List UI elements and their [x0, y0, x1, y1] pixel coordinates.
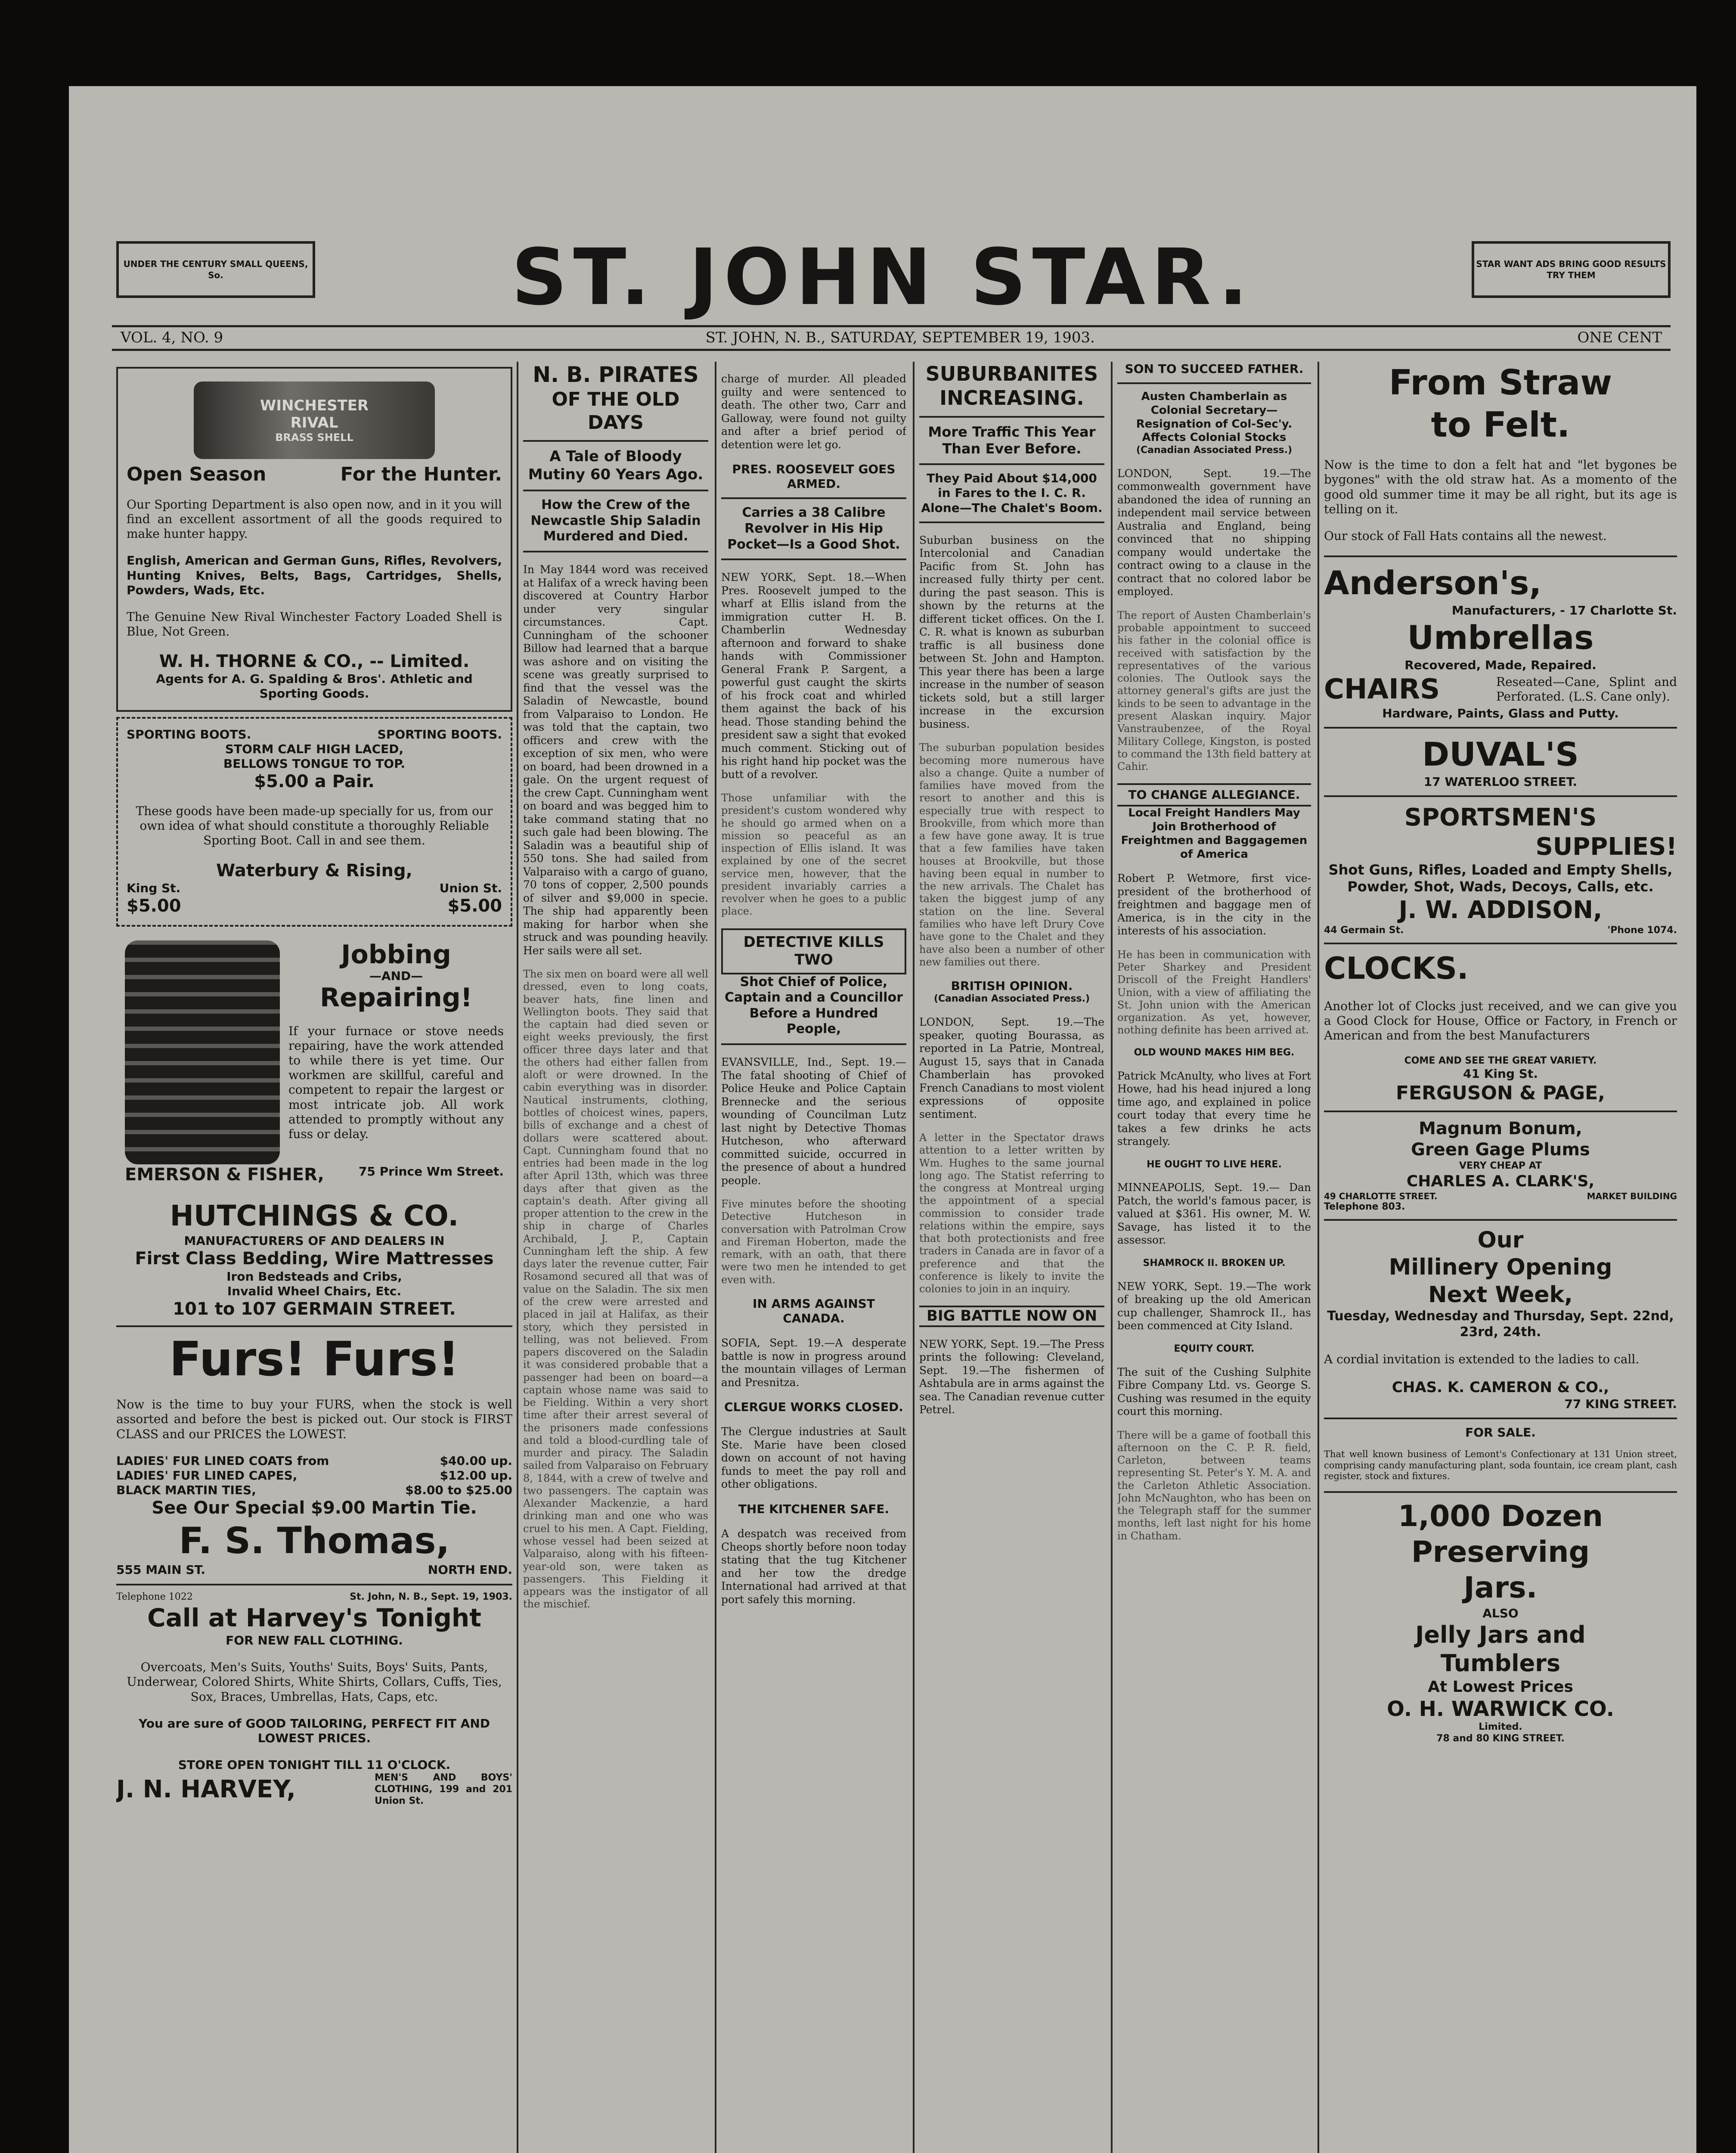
article-body: The Clergue industries at Sault Ste. Marie have been closed down on account of not having funds to meet the pay roll and other obligations. — [721, 1425, 906, 1491]
article-continued: There will be a game of football this afternoon on the C. P. R. field, Carleton, between teams representing St. Peter's Y. M. A. and the Carleton Athletic Association. John McNaughton, who has been on the Telegraph staff for the summer months, left last night for his home in Chatham. — [1117, 1429, 1311, 1542]
thorne-name: W. H. THORNE & CO., -- Limited. — [159, 651, 470, 672]
sporting-boots-left: SPORTING BOOTS. — [127, 727, 251, 741]
article-body: In May 1844 word was received at Halifax of a wreck having been discovered at Country Harbor under very singular circumstances. Capt. Cunningham of the schooner Billow had learned that a barque was ashore and on visiting the scene was greatly surprised to find that the vessel was the Saladin of Newcastle, bound from Valparaiso to London. He was told that the captain, two officers and crew with the exception of six men, who were on board, had been drowned in a gale. On the urgent request of the crew Capt. Cunningham went on board and was begged him to take command stating that no such gale had been blowing. The Saladin was a beautiful ship of 550 tons. She had sailed from Valparaiso with a cargo of guano, 70 tons of copper, 2,500 pounds of silver and $9,000 in specie. The ship had apparently been making for harbor when she struck and was pounding heavily. Her sails were all set. — [523, 563, 708, 957]
warwick-name: O. H. WARWICK CO. — [1387, 1697, 1614, 1721]
cameron-name: CHAS. K. CAMERON & CO., — [1392, 1379, 1609, 1396]
straw-body: Our stock of Fall Hats contains all the newest. — [1324, 528, 1607, 543]
straw-head: From Straw — [1389, 363, 1612, 403]
article-body: Patrick McAnulty, who lives at Fort Howe, had his head injured a long time ago, and explained in police court today that every time he takes a few drinks he acts strangely. — [1117, 1069, 1311, 1148]
article-subhead: More Traffic This Year Than Ever Before. — [928, 424, 1096, 457]
harvey-sub: FOR NEW FALL CLOTHING. — [226, 1633, 403, 1648]
newspaper-page — [69, 86, 1696, 2153]
clark-address: 49 CHARLOTTE STREET. — [1324, 1191, 1438, 1201]
thomas-name: F. S. Thomas, — [179, 1519, 450, 1562]
harvey-dateline: St. John, N. B., Sept. 19, 1903. — [350, 1591, 512, 1602]
fur-item-price: $12.00 up. — [440, 1468, 512, 1483]
magnum-head: Green Gage Plums — [1411, 1139, 1590, 1160]
clocks-head: CLOCKS. — [1324, 950, 1469, 986]
and-text: —AND— — [369, 968, 423, 983]
column-rule — [913, 362, 914, 2153]
harvey-name: J. N. HARVEY, — [116, 1775, 296, 1804]
column-rule — [715, 362, 716, 2153]
harvey-body2: You are sure of GOOD TAILORING, PERFECT FIT AND LOWEST PRICES. — [139, 1716, 490, 1745]
article-headline: SUBURBANITES — [925, 362, 1098, 385]
jars-head: Jars. — [1463, 1570, 1538, 1605]
furnace-image — [125, 940, 280, 1164]
article-body: Suburban business on the Intercolonial and Canadian Pacific from St. John has increased fully thirty per cent. during the past season. This is shown by the returns at the different ticket offices. On the I. C. R. what is known as suburban traffic is all business done between St. John and Hampton. This year there has been a large increase in the number of season tickets sold, but a still larger increase in the excursion business. — [919, 534, 1104, 730]
repair-body: If your furnace or stove needs repairing, have the work attended to while there is yet time. Our workmen are skillful, careful and competent to repair the largest or most intricate job. All work attended to promptly without any fuss or delay. — [288, 1024, 504, 1141]
fur-item-price: $40.00 up. — [440, 1453, 512, 1468]
column-news-b — [919, 362, 1104, 2153]
shell-line: RIVAL — [290, 414, 338, 431]
hunter-body: Our Sporting Department is also open now, and in it you will find an excellent assortment of all the goods required to make hunter happy. — [127, 497, 502, 541]
newspaper-title: ST. JOHN STAR. — [511, 233, 1254, 323]
straw-body: Now is the time to don a felt hat and "let bygones be bygones" with the old straw hat. As a momento of the good old summer time it may be all right, but its age is telling on it. — [1324, 458, 1677, 516]
guns-list: English, American and German Guns, Rifles, Revolvers, Hunting Knives, Belts, Bags, Cartridges, Shells, Powders, Wads, Etc. — [127, 553, 502, 597]
article-subhead: How the Crew of the Newcastle Ship Saladin Murdered and Died. — [530, 497, 701, 544]
fur-item-label: BLACK MARTIN TIES, — [116, 1483, 256, 1498]
martin-tie: See Our Special $9.00 Martin Tie. — [152, 1498, 477, 1518]
straw-head: to Felt. — [1431, 404, 1570, 445]
article-subhead: Shot Chief of Police, Captain and a Councillor Before a Hundred People, — [725, 974, 903, 1037]
millinery-days: Tuesday, Wednesday and Thursday, Sept. 22nd, 23rd, 24th. — [1327, 1309, 1674, 1340]
article-body: charge of murder. All pleaded guilty and were sentenced to death. The other two, Carr and Galloway, were found not guilty and after a brief period of detention were let go. — [721, 372, 906, 451]
emerson-name: EMERSON & FISHER, — [125, 1164, 324, 1185]
article-body: Robert P. Wetmore, first vice-president of the brotherhood of freightmen and baggage men of America, is in the city in the interests of his association. — [1117, 872, 1311, 937]
article-headline: EQUITY COURT. — [1174, 1343, 1255, 1354]
union-st: Union St. — [439, 881, 502, 895]
shell-note: The Genuine New Rival Winchester Factory Loaded Shell is Blue, Not Green. — [127, 609, 502, 639]
thorne-sub: Agents for A. G. Spalding & Bros'. Athletic and Sporting Goods. — [156, 672, 473, 701]
lowest-prices: At Lowest Prices — [1428, 1678, 1573, 1696]
article-body: MINNEAPOLIS, Sept. 19.— Dan Patch, the world's famous pacer, is valued at $361. His owner, M. W. Savage, has listed it to the assessor. — [1117, 1181, 1311, 1247]
harvey-ad — [116, 1591, 512, 1807]
addison-phone: 'Phone 1074. — [1607, 924, 1677, 936]
article-body: LONDON, Sept. 19.—The speaker, quoting Bourassa, as reported in La Patrie, Montreal, August 15, says that in Canada Chamberlain has provoked French Canadians to most violent expressions of opposite sentiment. — [919, 1016, 1104, 1120]
umbrellas-head: Umbrellas — [1407, 618, 1594, 657]
open-season: Open Season — [127, 463, 267, 485]
for-hunter: For the Hunter. — [340, 463, 502, 485]
fur-price-row — [116, 1468, 512, 1483]
article-continued: The report of Austen Chamberlain's probable appointment to succeed his father in the colonial office is received with satisfaction by the representatives of the various colonies. The Outlook says the attorney general's gifts are just the kinds to be seen to advantage in the present Alaskan inquiry. Major Vanstraubenzee, of the Royal Military College, Kingston, is posted to command the 13th field battery at Cahir. — [1117, 609, 1311, 773]
harvey-head: Call at Harvey's Tonight — [147, 1603, 481, 1633]
article-body: NEW YORK, Sept. 18.—When Pres. Roosevelt jumped to the wharf at Ellis island from the immigration cutter H. B. Chamberlin Wednesday afternoon and forward to shake hands with Commissioner General Frank P. Sargent, a powerful gust caught the skirts of his frock coat and whirled them against the back of his head. Those standing behind the president saw a sight that evoked much comment. Sticking out of his right hand hip pocket was the butt of a revolver. — [721, 571, 906, 781]
millinery-our: Our — [1477, 1227, 1524, 1253]
boots-price: $5.00 a Pair. — [254, 772, 375, 792]
dateline — [112, 325, 1671, 351]
emerson-ad — [116, 932, 512, 1194]
article-headline: INCREASING. — [939, 386, 1084, 410]
warwick-address: 78 and 80 KING STREET. — [1436, 1733, 1565, 1744]
magnum-head: Magnum Bonum, — [1419, 1119, 1582, 1139]
column-ads-right — [1324, 362, 1677, 2153]
cheap-text: VERY CHEAP AT — [1459, 1160, 1542, 1171]
article-headline: TO CHANGE ALLEGIANCE. — [1117, 783, 1311, 807]
article-headline: DETECTIVE KILLS TWO — [721, 928, 906, 974]
article-headline: BIG BATTLE NOW ON — [919, 1306, 1104, 1327]
duvals-name: DUVAL'S — [1422, 735, 1579, 773]
article-headline: SON TO SUCCEED FATHER. — [1125, 362, 1304, 376]
clocks-cta: COME AND SEE THE GREAT VARIETY. — [1404, 1055, 1597, 1066]
article-subhead: Local Freight Handlers May Join Brotherhood of Freightmen and Baggagemen of America — [1121, 807, 1308, 861]
north-end: NORTH END. — [428, 1563, 512, 1577]
article-subhead: Carries a 38 Calibre Revolver in His Hip Pocket—Is a Good Shot. — [727, 505, 900, 552]
umbrellas-sub: Recovered, Made, Repaired. — [1404, 658, 1596, 672]
forsale-head: FOR SALE. — [1465, 1425, 1536, 1439]
article-body: SOFIA, Sept. 19.—A desperate battle is now in progress around the mountain villages of Lerman and Presnitza. — [721, 1337, 906, 1389]
column-rule — [517, 362, 518, 2153]
column-news-a — [721, 362, 906, 2153]
clocks-body: Another lot of Clocks just received, and we can give you a Good Clock for House, Office or Factory, in French or American and from the best Manufacturers — [1324, 999, 1677, 1043]
sportsmen-head: SPORTSMEN'S — [1404, 803, 1597, 831]
emerson-address: 75 Prince Wm Street. — [358, 1164, 504, 1179]
article-continued: Five minutes before the shooting Detective Hutcheson in conversation with Patrolman Crow and Fireman Hoberton, made the remark, with an oath, that there were two men he intended to get even with. — [721, 1198, 906, 1286]
article-subhead: They Paid About $14,000 in Fares to the I. C. R. Alone—The Chalet's Boom. — [921, 471, 1103, 515]
waterbury-ad — [116, 717, 512, 927]
hutchings-line: Iron Bedsteads and Cribs, — [226, 1269, 402, 1284]
masthead — [69, 86, 1696, 346]
millinery-next: Next Week, — [1428, 1281, 1573, 1308]
hutchings-line: First Class Bedding, Wire Mattresses — [135, 1249, 494, 1269]
article-headline: OLD WOUND MAKES HIM BEG. — [1134, 1047, 1295, 1058]
column-news-c — [1117, 362, 1311, 2153]
fur-item-price: $8.00 to $25.00 — [405, 1483, 512, 1498]
cameron-address: 77 KING STREET. — [1564, 1396, 1677, 1411]
price-right: $5.00 — [447, 896, 502, 916]
article-continued: Those unfamiliar with the president's custom wondered why he should go armed when on a mission so peaceful as an inspection of Ellis island. It was explained by one of the secret service men, however, that the president invariably carries a revolver when he goes to a public place. — [721, 792, 906, 918]
boots-line: BELLOWS TONGUE TO TOP. — [223, 756, 406, 771]
right-ear-box: STAR WANT ADS BRING GOOD RESULTS TRY THEM — [1472, 241, 1671, 298]
article-headline: N. B. PIRATES — [533, 362, 699, 387]
hardware-line: Hardware, Paints, Glass and Putty. — [1382, 706, 1619, 720]
fur-item-label: LADIES' FUR LINED CAPES, — [116, 1468, 298, 1483]
also-text: ALSO — [1482, 1606, 1519, 1620]
article-headline: OF THE OLD DAYS — [552, 388, 680, 434]
addison-address: 44 Germain St. — [1324, 924, 1404, 936]
shell-image — [194, 382, 435, 459]
article-body: The suit of the Cushing Sulphite Fibre Company Ltd. vs. George S. Cushing was resumed in the equity court this morning. — [1117, 1365, 1311, 1418]
addison-name: J. W. ADDISON, — [1398, 896, 1603, 924]
place-date: ST. JOHN, N. B., SATURDAY, SEPTEMBER 19, 1903. — [705, 329, 1095, 346]
jelly-head: Tumblers — [1440, 1649, 1561, 1677]
article-subhead: A Tale of Bloody Mutiny 60 Years Ago. — [528, 448, 704, 483]
column-ads-left — [116, 362, 512, 2153]
column-rule — [1318, 362, 1319, 2153]
hutchings-ad — [116, 1199, 512, 1319]
hutchings-name: HUTCHINGS & CO. — [170, 1199, 459, 1233]
duvals-address: 17 WATERLOO STREET. — [1423, 774, 1578, 789]
shell-brand: WINCHESTER — [260, 397, 369, 414]
furs-body: Now is the time to buy your FURS, when the stock is well assorted and before the best is picked out. Our stock is FIRST CLASS and our PRICES the LOWEST. — [116, 1397, 512, 1441]
hutchings-line: Invalid Wheel Chairs, Etc. — [227, 1284, 402, 1299]
article-body: NEW YORK, Sept. 19.—The work of breaking up the old American cup challenger, Shamrock II., has been commenced at City Island. — [1117, 1280, 1311, 1332]
article-body: A despatch was received from Cheops shortly before noon today stating that the tug Kitchener and her tow the dredge International had arrived at that port safely this morning. — [721, 1527, 906, 1606]
clark-building: MARKET BUILDING — [1587, 1191, 1677, 1201]
king41: 41 King St. — [1463, 1067, 1538, 1081]
sportsmen-head: SUPPLIES! — [1535, 833, 1677, 861]
article-body: NEW YORK, Sept. 19.—The Press prints the following: Cleveland, Sept. 19.—The fishermen of Ashtabula are in arms against the sea. The Canadian revenue cutter Petrel. — [919, 1337, 1104, 1416]
jobbing-head: Jobbing — [341, 939, 451, 970]
fur-item-label: LADIES' FUR LINED COATS from — [116, 1453, 329, 1468]
thorne-ad — [116, 367, 512, 712]
thomas-ad — [116, 1333, 512, 1577]
fur-price-row — [116, 1483, 512, 1498]
jars-head: Preserving — [1411, 1535, 1590, 1569]
furs-head: Furs! Furs! — [169, 1331, 460, 1387]
column-pirates — [523, 362, 708, 2153]
sporting-boots-right: SPORTING BOOTS. — [377, 727, 502, 741]
left-ear-box: UNDER THE CENTURY SMALL QUEENS, So. — [116, 241, 315, 298]
boots-line: STORM CALF HIGH LACED, — [225, 741, 404, 756]
article-body: EVANSVILLE, Ind., Sept. 19.—The fatal shooting of Chief of Police Heuke and Police Captain Brennecke and the serious wounding of Councilman Lutz last night by Detective Thomas Hutcheson, who afterward committed suicide, occurred in the presence of about a hundred people. — [721, 1056, 906, 1187]
hutchings-sub: MANUFACTURERS OF AND DEALERS IN — [184, 1233, 445, 1248]
jelly-head: Jelly Jars and — [1415, 1621, 1586, 1648]
repairing-head: Repairing! — [319, 982, 473, 1013]
waterbury-name: Waterbury & Rising, — [216, 860, 412, 881]
column-rule — [1111, 362, 1113, 2153]
store-hours: STORE OPEN TONIGHT TILL 11 O'CLOCK. — [178, 1758, 451, 1772]
fur-price-list — [116, 1454, 512, 1498]
forsale-body: That well known business of Lemont's Confectionary at 131 Union street, comprising candy manufacturing plant, soda fountain, ice cream plant, cash register, stock and fixtures. — [1324, 1449, 1677, 1482]
article-headline: BRITISH OPINION. — [951, 979, 1073, 993]
article-headline: PRES. ROOSEVELT GOES ARMED. — [732, 462, 896, 491]
sportsmen-body: Shot Guns, Rifles, Loaded and Empty Shells, Powder, Shot, Wads, Decoys, Calls, etc. — [1328, 862, 1673, 895]
chairs-sub: Reseated—Cane, Splint and Perforated. (L.S. Cane only). — [1496, 674, 1677, 704]
telephone: Telephone 1022 — [116, 1591, 193, 1602]
millinery-head: Millinery Opening — [1389, 1254, 1612, 1281]
boots-body: These goods have been made-up specially for us, from our own idea of what should constitute a thoroughly Reliable Sporting Boot. Call in and see them. — [136, 804, 493, 848]
article-headline: CLERGUE WORKS CLOSED. — [724, 1400, 903, 1415]
article-continued: A letter in the Spectator draws attention to a letter written by Wm. Hughes to the same journal long ago. The Statist referring to the congress at Montreal urging the appointment of a special commission to consider trade relations within the empire, says that both protectionists and free traders in Canada are in favor of a preference and that the conference is likely to invite the colonies to join in an inquiry. — [919, 1132, 1104, 1295]
harvey-body: Overcoats, Men's Suits, Youths' Suits, Boys' Suits, Pants, Underwear, Colored Shirts, White Shirts, Collars, Cuffs, Ties, Sox, Braces, Umbrellas, Hats, Caps, etc. — [127, 1660, 502, 1704]
clark-phone: Telephone 803. — [1324, 1201, 1405, 1212]
article-headline: THE KITCHENER SAFE. — [738, 1502, 890, 1516]
press-credit: (Canadian Associated Press.) — [1136, 445, 1293, 456]
king-st: King St. — [127, 881, 181, 895]
volume-number: VOL. 4, NO. 9 — [121, 329, 223, 346]
warwick-limited: Limited. — [1479, 1722, 1522, 1733]
thomas-address: 555 MAIN ST. — [116, 1563, 205, 1577]
price-left: $5.00 — [127, 896, 181, 916]
article-continued: The suburban population besides becoming more numerous have also a change. Quite a number of families have moved from the resort to another and this is especially true with respect to Brookville, from which more than a few have gone away. It is true that a few families have taken houses at Brookville, but those having been equal in number to the new arrivals. The Chalet has taken the biggest jump of any station on the line. Several families who have left Drury Cove have gone to the Chalet and they have also been a number of other new families out there. — [919, 741, 1104, 968]
price: ONE CENT — [1577, 329, 1662, 346]
article-body: LONDON, Sept. 19.—The commonwealth government have abandoned the idea of running an independent mail service between Australia and England, being convinced that no shipping company would undertake the contract owing to a clause in the contract that no colored labor be employed. — [1117, 467, 1311, 598]
press-credit: (Canadian Associated Press.) — [933, 993, 1090, 1005]
andersons-name: Anderson's, — [1324, 563, 1542, 602]
harvey-address: MEN'S AND BOYS' CLOTHING, 199 and 201 Union St. — [375, 1772, 512, 1806]
jars-head: 1,000 Dozen — [1398, 1499, 1603, 1533]
article-subhead: Austen Chamberlain as Colonial Secretary—Resignation of Col-Sec'y. Affects Colonial Stocks — [1136, 390, 1293, 444]
article-headline: HE OUGHT TO LIVE HERE. — [1147, 1159, 1282, 1170]
fur-price-row — [116, 1454, 512, 1468]
chairs-head: CHAIRS — [1324, 673, 1440, 705]
millinery-invite: A cordial invitation is extended to the ladies to call. — [1324, 1352, 1640, 1367]
shell-line: BRASS SHELL — [275, 431, 353, 444]
article-continued: He has been in communication with Peter Sharkey and President Driscoll of the Freight Handlers' Union, with a view of affiliating the St. John union with the American organization. As yet, however, nothing definite has been arrived at. — [1117, 948, 1311, 1036]
article-headline: IN ARMS AGAINST CANADA. — [752, 1296, 875, 1326]
article-continued: The six men on board were all well dressed, even to long coats, beaver hats, fine linen and Wellington boots. They said that the captain had died seven or eight weeks previously, the first officer three days later and that the others had either fallen from aloft or were drowned. In the cabin everything was in disorder. Nautical instruments, clothing, bottles of choicest wines, papers, bills of exchange and a chest of dollars were scattered about. Capt. Cunningham found that no entries had been made in the log after April 13th, which was three days after that given as the captain's death. After giving all proper attention to the crew in the ship in charge of Charles Archibald, J. P., Captain Cunningham left the ship. A few days later the revenue cutter, Fair Rosamond secured all that was of value on the Saladin. The six men of the crew were arrested and placed in jail at Halifax, as their story, which they persisted in telling, was not believed. From papers discovered on the Saladin it was considered probable that a passenger had been on board—a captain whose name was said to be Fielding. Within a very short time after their arrest several of the prisoners made confessions and told a blood-curdling tale of murder and piracy. The Saladin sailed from Valparaiso on February 8, 1844, with a crew of twelve and two passengers. The captain was Alexander Mackenzie, a hard drinking man and one who was cruel to his men. A Capt. Fielding, whose vessel had been seized at Valparaiso, along with his fifteen-year-old son, were taken as passengers. This Fielding it appears was the instigator of all the mischief. — [523, 968, 708, 1610]
article-headline: SHAMROCK II. BROKEN UP. — [1143, 1257, 1286, 1269]
andersons-sub: Manufacturers, - 17 Charlotte St. — [1451, 603, 1677, 617]
ferguson-name: FERGUSON & PAGE, — [1396, 1082, 1605, 1104]
hutchings-address: 101 to 107 GERMAIN STREET. — [173, 1299, 456, 1319]
clark-name: CHARLES A. CLARK'S, — [1406, 1172, 1595, 1190]
